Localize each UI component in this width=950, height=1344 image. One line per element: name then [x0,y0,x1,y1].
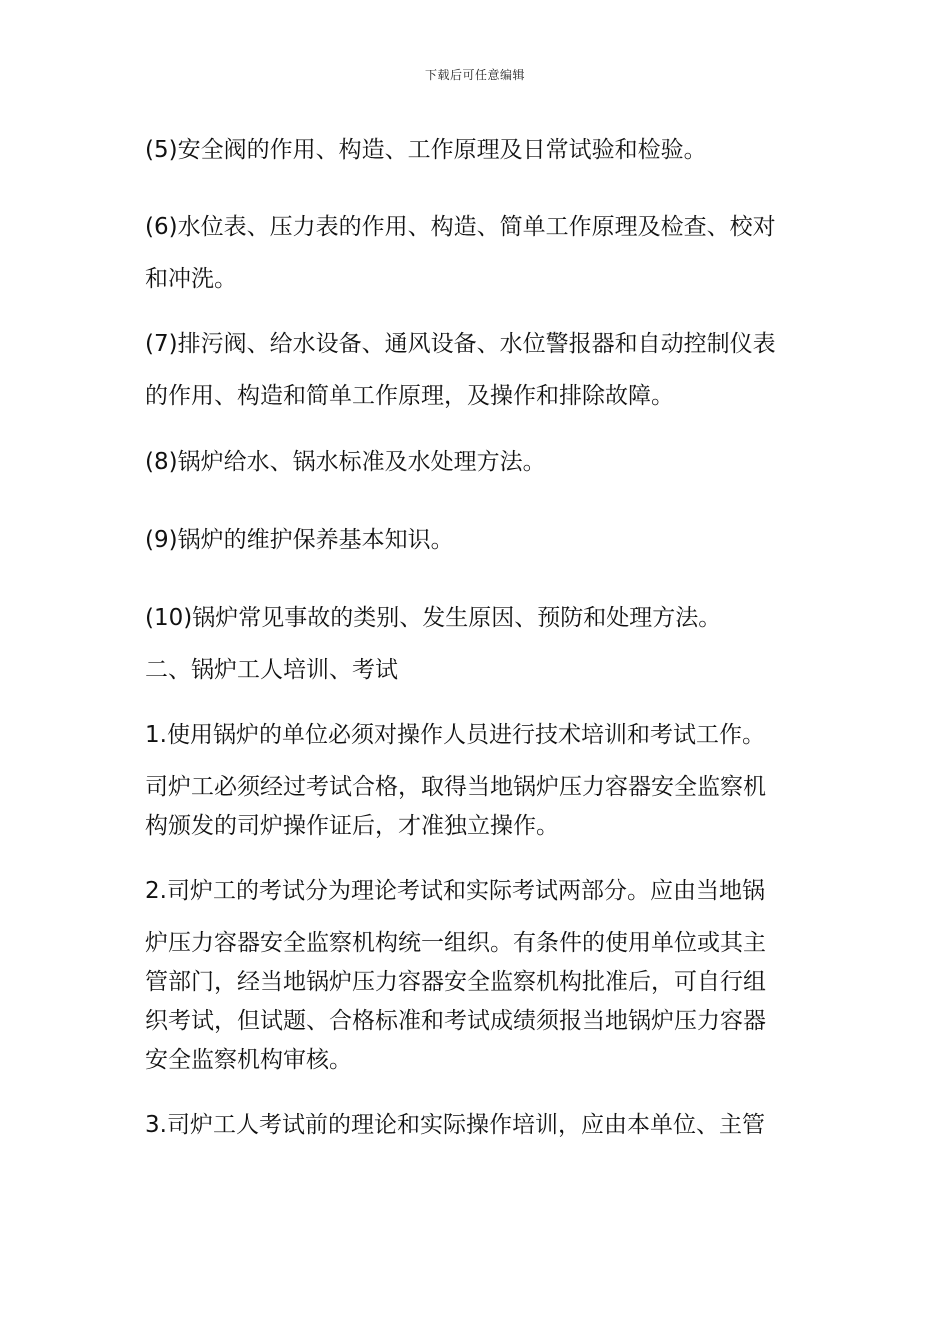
page-header: 下载后可任意编辑 [424,68,525,82]
text-line: (7)排污阀、给水设备、通风设备、水位警报器和自动控制仪表 [145,331,776,357]
text-line: 安全监察机构审核。 [145,1047,352,1073]
text-line: 织考试，但试题、合格标准和考试成绩须报当地锅炉压力容器 [145,1008,766,1034]
text-line: (8)锅炉给水、锅水标准及水处理方法。 [145,449,546,475]
text-line: 2.司炉工的考试分为理论考试和实际考试两部分。应由当地锅 [145,878,765,904]
text-line: 司炉工必须经过考试合格，取得当地锅炉压力容器安全监察机 [145,774,766,800]
text-line: (9)锅炉的维护保养基本知识。 [145,527,454,553]
text-line: 炉压力容器安全监察机构统一组织。有条件的使用单位或其主 [145,930,766,956]
text-line: (10)锅炉常见事故的类别、发生原因、预防和处理方法。 [145,605,722,631]
text-line: 的作用、构造和简单工作原理，及操作和排除故障。 [145,383,674,409]
section-heading: 二、锅炉工人培训、考试 [145,657,398,683]
text-line: (5)安全阀的作用、构造、工作原理及日常试验和检验。 [145,137,707,163]
text-line: (6)水位表、压力表的作用、构造、简单工作原理及检查、校对 [145,214,776,240]
text-line: 和冲洗。 [145,266,237,292]
text-line: 3.司炉工人考试前的理论和实际操作培训，应由本单位、主管 [145,1112,765,1138]
text-line: 1.使用锅炉的单位必须对操作人员进行技术培训和考试工作。 [145,722,765,748]
text-line: 构颁发的司炉操作证后，才准独立操作。 [145,813,559,839]
text-line: 管部门，经当地锅炉压力容器安全监察机构批准后，可自行组 [145,969,766,995]
